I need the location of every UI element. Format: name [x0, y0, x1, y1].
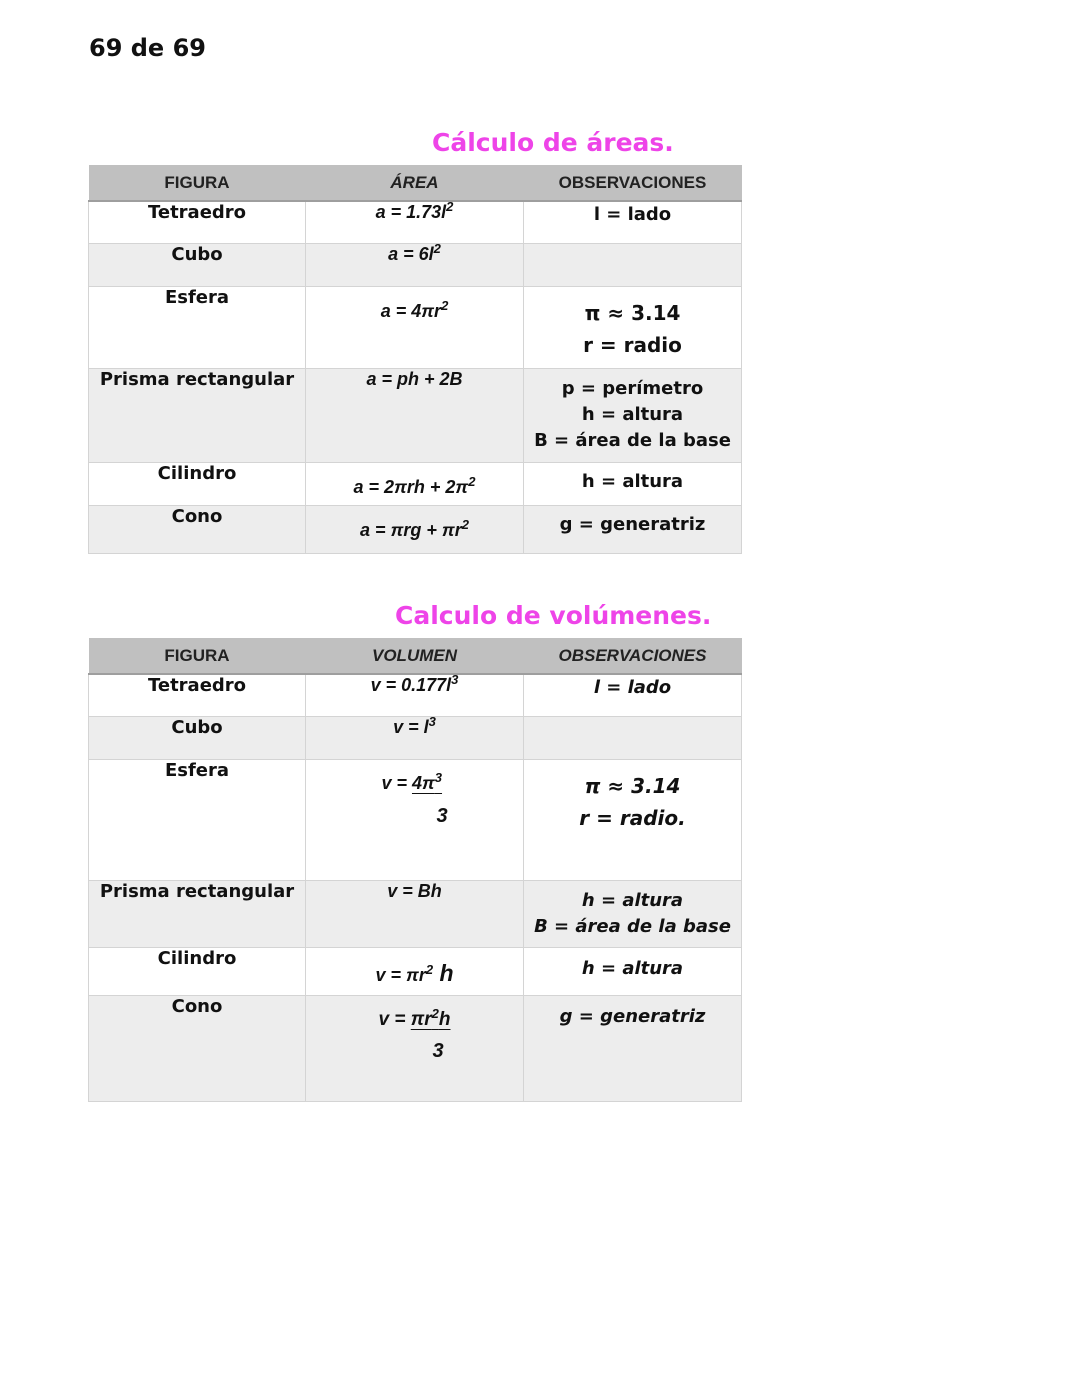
observation-line: π ≈ 3.14 [584, 773, 681, 798]
observations [524, 462, 742, 505]
formula-exponent: 2 [468, 473, 476, 489]
volumes-header-row [89, 638, 742, 674]
table-row [89, 368, 742, 462]
table-row [89, 243, 742, 286]
header-observaciones: OBSERVACIONES [524, 638, 742, 674]
areas-header-row [89, 165, 742, 201]
observations [524, 947, 742, 995]
figure-name: Esfera [89, 286, 306, 368]
table-row [89, 462, 742, 505]
figure-name: Cubo [89, 716, 306, 759]
formula-exponent: 2 [446, 199, 454, 214]
figure-name: Cilindro [89, 947, 306, 995]
area-formula [306, 240, 524, 286]
formula-exponent: 2 [461, 516, 469, 532]
volume-formula [306, 947, 524, 995]
fraction [378, 1005, 451, 1062]
volume-formula [306, 713, 524, 759]
observation-line: l = lado [593, 204, 672, 225]
numerator-text: πr [410, 1008, 432, 1030]
figure-name: Cono [89, 505, 306, 553]
table-row [89, 880, 742, 947]
volume-formula [306, 995, 524, 1101]
table-row [89, 505, 742, 553]
numerator-text: 4π [411, 772, 435, 793]
formula-text: a = 6l [388, 243, 434, 264]
header-figura: FIGURA [89, 165, 306, 201]
observation-line: h = altura [581, 403, 684, 425]
numerator-suffix: h [438, 1008, 451, 1030]
table-row [89, 674, 742, 716]
table-row [89, 201, 742, 243]
formula-text: v = Bh [387, 880, 442, 901]
areas-table [88, 165, 742, 554]
observations [524, 880, 742, 947]
formula-text: a = 2πrh + 2π [353, 476, 469, 497]
figure-name: Tetraedro [89, 201, 306, 243]
header-volumen: VOLUMEN [306, 638, 524, 674]
formula-prefix: v = [381, 772, 412, 793]
observations [524, 674, 742, 716]
page-counter: 69 de 69 [89, 34, 206, 62]
formula-text: a = ph + 2B [366, 368, 463, 389]
table-row [89, 947, 742, 995]
table-row [89, 716, 742, 759]
observation-line: h = altura [581, 470, 684, 492]
area-formula [306, 201, 524, 243]
figure-name: Tetraedro [89, 674, 306, 716]
formula-exponent: 3 [434, 769, 443, 785]
fraction-numerator [411, 769, 443, 793]
volume-formula [306, 880, 524, 947]
area-formula [306, 286, 524, 368]
fraction-numerator [410, 1005, 451, 1030]
figure-name: Esfera [89, 759, 306, 880]
formula-text: v = l [393, 716, 429, 737]
formula-exponent: 3 [451, 672, 459, 687]
formula-exponent: 2 [431, 1005, 439, 1021]
table-row [89, 286, 742, 368]
area-formula [306, 462, 524, 505]
formula-text: a = 4πr [380, 300, 442, 321]
figure-name: Cubo [89, 243, 306, 286]
formula-prefix: v = [378, 1008, 411, 1030]
volume-formula [306, 759, 524, 880]
header-area: ÁREA [306, 165, 524, 201]
observation-line: B = área de la base [534, 915, 731, 937]
figure-name: Prisma rectangular [89, 880, 306, 947]
observation-line: l = lado [593, 677, 672, 698]
figure-name: Cilindro [89, 462, 306, 505]
header-observaciones: OBSERVACIONES [524, 165, 742, 201]
observations [524, 759, 742, 880]
areas-title: Cálculo de áreas. [432, 128, 674, 157]
observation-line: p = perímetro [561, 377, 704, 399]
figure-name: Cono [89, 995, 306, 1101]
fraction-denominator: 3 [436, 804, 448, 827]
observations [524, 243, 742, 286]
formula-text: a = 1.73l [375, 202, 447, 222]
observations [524, 201, 742, 243]
observation-line: r = radio. [579, 805, 686, 830]
observation-line: h = altura [581, 889, 684, 911]
figure-name: Prisma rectangular [89, 368, 306, 462]
volumes-title: Calculo de volúmenes. [395, 601, 712, 630]
table-row [89, 759, 742, 880]
formula-exponent: 2 [433, 240, 441, 256]
observations [524, 995, 742, 1101]
fraction-denominator: 3 [432, 1039, 444, 1062]
observations [524, 368, 742, 462]
observation-line: r = radio [583, 332, 682, 357]
area-formula [306, 505, 524, 553]
formula-suffix: h [433, 959, 454, 986]
observation-line: g = generatriz [559, 1005, 706, 1027]
volume-formula [306, 674, 524, 716]
volumes-table [88, 638, 742, 1102]
observations [524, 505, 742, 553]
formula-text: v = πr [375, 964, 426, 985]
fraction [381, 769, 448, 827]
formula-exponent: 3 [428, 713, 436, 729]
observation-line: B = área de la base [534, 429, 731, 451]
observation-line: π ≈ 3.14 [584, 300, 681, 325]
observation-line: g = generatriz [559, 513, 706, 535]
formula-text: a = πrg + πr [360, 519, 462, 540]
observations [524, 716, 742, 759]
formula-exponent: 2 [441, 297, 449, 313]
table-row [89, 995, 742, 1101]
formula-text: v = 0.177l [370, 675, 452, 695]
formula-exponent: 2 [425, 961, 434, 977]
observation-line: h = altura [581, 957, 684, 979]
area-formula [306, 368, 524, 462]
header-figura: FIGURA [89, 638, 306, 674]
observations [524, 286, 742, 368]
